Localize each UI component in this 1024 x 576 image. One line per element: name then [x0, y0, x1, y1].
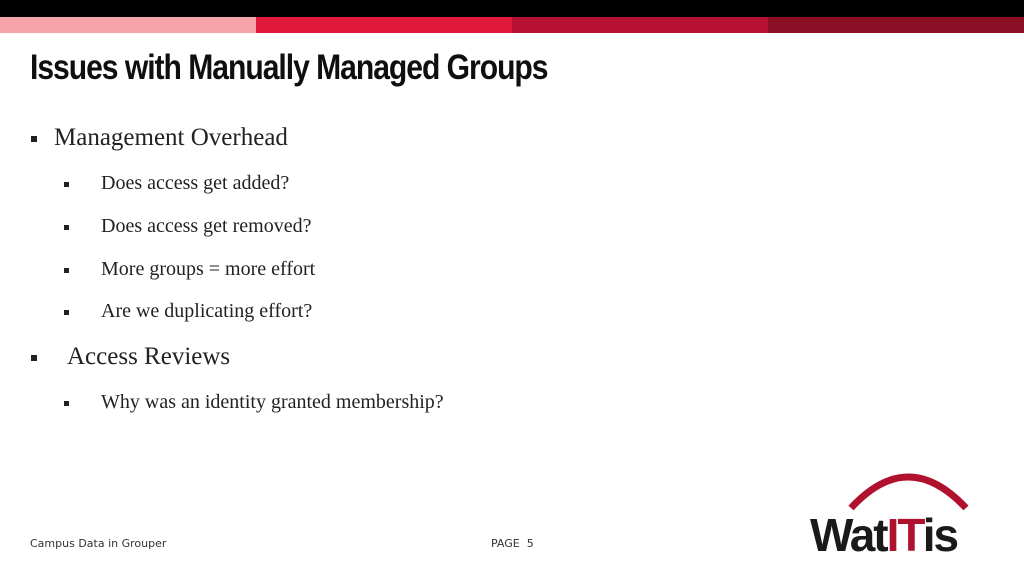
svg-text:WatITis — [810, 509, 957, 558]
sub-bullet-item: More groups = more effort — [101, 258, 316, 280]
sub-bullet-item: Does access get removed? — [101, 215, 312, 237]
sub-bullet-marker — [64, 310, 69, 315]
page-number: 5 — [526, 537, 534, 550]
logo-text-wat: Wat — [810, 509, 887, 558]
bullet-marker — [31, 136, 37, 142]
watitis-logo — [808, 468, 998, 558]
sub-bullet-marker — [64, 182, 69, 187]
bullet-marker — [31, 355, 37, 361]
bullet-item: Access Reviews — [67, 343, 231, 370]
sub-bullet-marker — [64, 268, 69, 273]
slide-title: Issues with Manually Managed Groups — [30, 48, 548, 87]
bullet-item: Management Overhead — [54, 124, 288, 151]
sub-bullet-marker — [64, 401, 69, 406]
page-label: PAGE — [491, 537, 520, 550]
footer-page-number — [491, 537, 534, 550]
sub-bullet-item: Does access get added? — [101, 172, 290, 194]
sub-bullet-item: Why was an identity granted membership? — [101, 391, 444, 413]
sub-bullet-item: Are we duplicating effort? — [101, 300, 313, 322]
logo-text-is: is — [922, 509, 958, 558]
sub-bullet-marker — [64, 225, 69, 230]
logo-text-it: IT — [886, 509, 923, 558]
footer-presentation-title: Campus Data in Grouper — [30, 537, 167, 550]
logo-arch — [851, 477, 966, 508]
